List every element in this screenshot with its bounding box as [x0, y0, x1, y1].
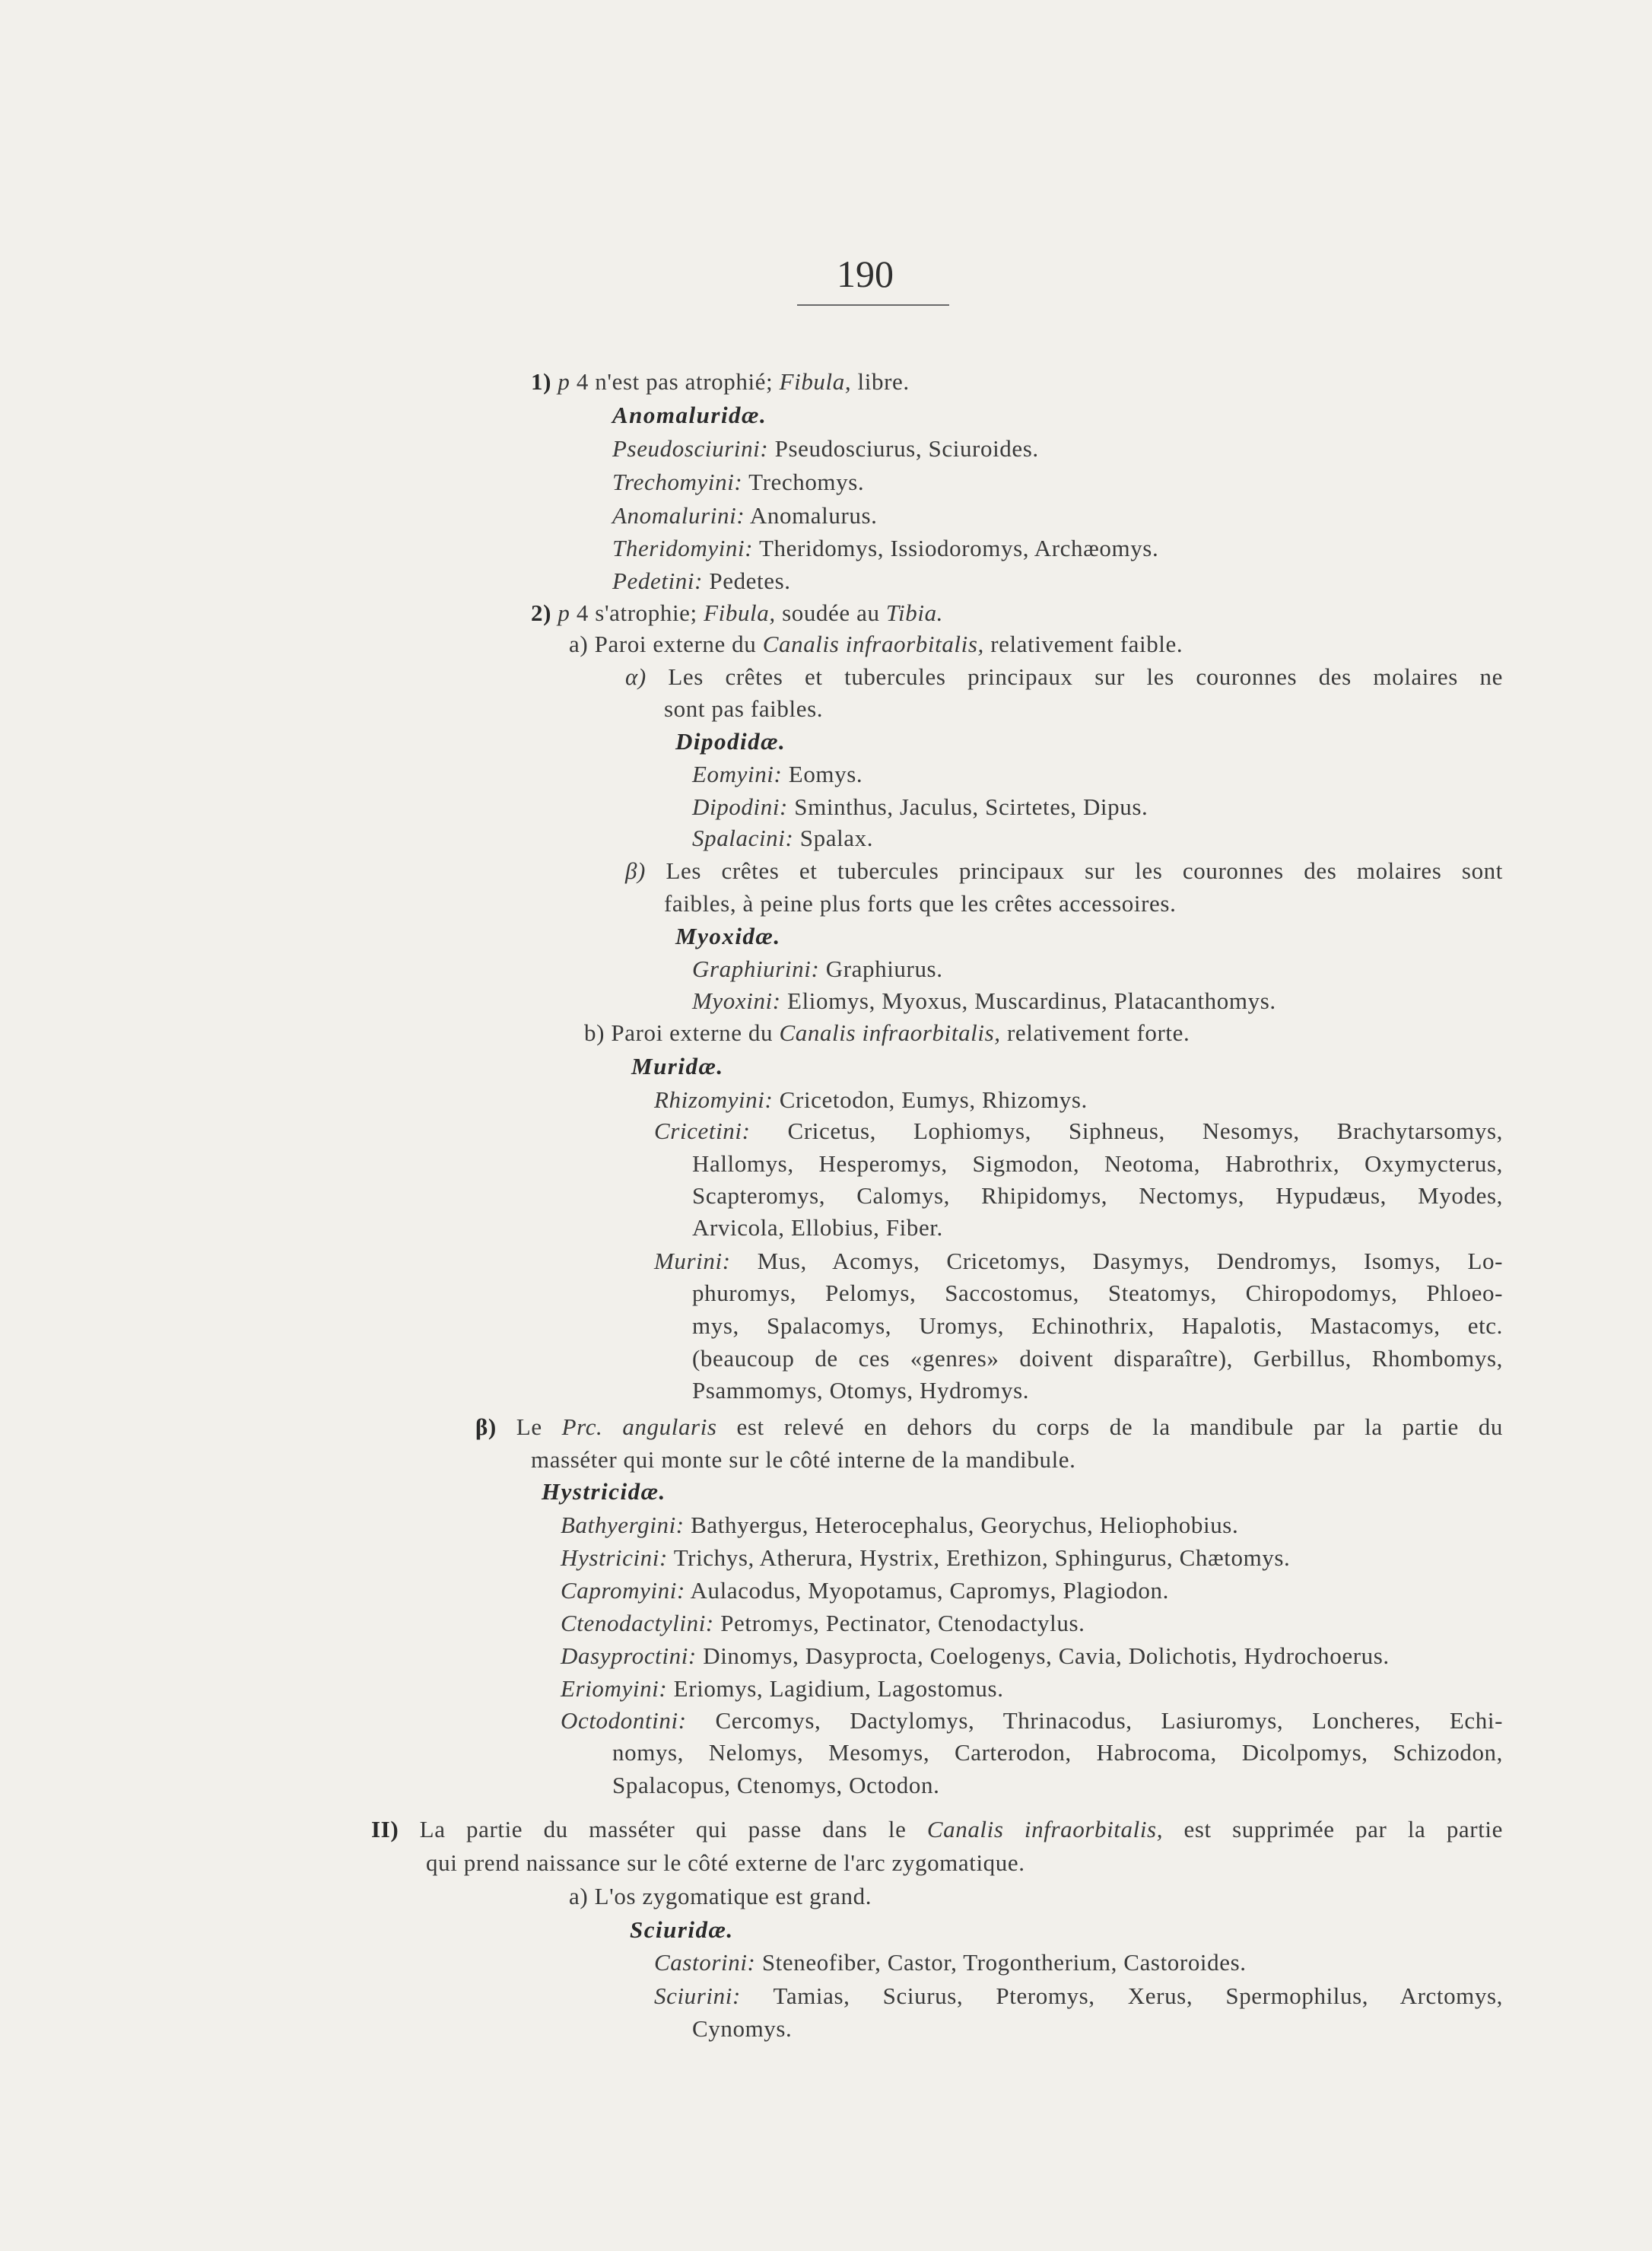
text-line [569, 628, 1183, 661]
text-run: Trechomys. [742, 469, 865, 495]
text-line [561, 1607, 1085, 1640]
text-line [426, 1846, 1025, 1880]
italic-term: Sciurini: [654, 1982, 741, 2009]
text-run: Mus, Acomys, Cricetomys, Dasymys, Dendromys, Isomys, Lo- [730, 1248, 1503, 1274]
italic-term: p [558, 599, 570, 626]
italic-term: Castorini: [654, 1949, 756, 1976]
family-heading [675, 920, 781, 953]
italic-term: Canalis infraorbitalis, [926, 1816, 1164, 1842]
text-line [692, 984, 1276, 1018]
text-line [531, 365, 910, 399]
text-line [664, 887, 1176, 920]
text-line [561, 1639, 1390, 1673]
family-name: Dipodidæ. [675, 728, 786, 755]
text-line [654, 1245, 1503, 1278]
text-line [561, 1672, 1004, 1706]
text-line [475, 1410, 1503, 1444]
text-line [625, 660, 1503, 694]
italic-term: β) [625, 857, 646, 884]
italic-term: Canalis infraorbitalis, [762, 631, 984, 657]
text-run: nomys, Nelomys, Mesomys, Carterodon, Habrocoma, Dicolpomys, Schizodon, [612, 1739, 1503, 1766]
text-run: Anomalurus. [745, 502, 878, 529]
italic-term: Tibia. [885, 599, 944, 626]
italic-term: Eomyini: [692, 761, 783, 787]
text-run: est supprimée par la partie [1163, 1816, 1503, 1842]
text-line [531, 596, 943, 630]
italic-term: α) [625, 663, 647, 690]
family-heading [630, 1913, 734, 1947]
text-run: Pseudosciurus, Sciuroides. [768, 435, 1039, 462]
italic-term: p [558, 368, 570, 395]
text-line [692, 758, 863, 791]
text-run: relativement forte. [1000, 1019, 1190, 1046]
text-run: sont pas faibles. [664, 695, 824, 722]
text-line [612, 1736, 1503, 1769]
text-run: Scapteromys, Calomys, Rhipidomys, Nectomys, Hypudæus, Myodes, [692, 1182, 1503, 1209]
text-line [692, 2012, 792, 2046]
text-run: relativement faible. [983, 631, 1183, 657]
text-run: Arvicola, Ellobius, Fiber. [692, 1214, 943, 1241]
text-run: Eomys. [782, 761, 863, 787]
text-run: qui prend naissance sur le côté externe de l'arc zygomatique. [426, 1849, 1025, 1876]
text-run: b) Paroi externe du [584, 1019, 780, 1046]
italic-term: Trechomyini: [612, 469, 743, 495]
family-name: Sciuridæ. [630, 1916, 734, 1943]
text-line [561, 1704, 1503, 1738]
section-number: 2) [531, 599, 552, 626]
italic-term: Cricetini: [654, 1118, 751, 1144]
text-run: Psammomys, Otomys, Hydromys. [692, 1377, 1030, 1404]
text-line [561, 1541, 1290, 1575]
text-run: Eliomys, Myoxus, Muscardinus, Platacanthomys. [780, 987, 1276, 1014]
text-run: (beaucoup de ces «genres» doivent disparaître), Gerbillus, Rhombomys, [692, 1345, 1503, 1372]
text-run: Hallomys, Hesperomys, Sigmodon, Neotoma, Habrothrix, Oxymycterus, [692, 1150, 1503, 1177]
text-line [612, 1769, 939, 1802]
italic-term: Graphiurini: [692, 955, 820, 982]
text-run: Eriomys, Lagidium, Lagostomus. [667, 1675, 1004, 1702]
text-run: Bathyergus, Heterocephalus, Georychus, Heliophobius. [684, 1512, 1239, 1538]
text-line [569, 1880, 872, 1913]
text-line [531, 1443, 1076, 1477]
text-line [692, 790, 1148, 824]
text-line [692, 1342, 1503, 1375]
italic-term: Dasyproctini: [561, 1642, 697, 1669]
text-run: Les crêtes et tubercules principaux sur les couronnes des molaires sont [645, 857, 1503, 884]
text-line [584, 1016, 1190, 1050]
text-run: Sminthus, Jaculus, Scirtetes, Dipus. [787, 793, 1148, 820]
text-run: 4 n'est pas atrophié; [570, 368, 780, 395]
italic-term: Spalacini: [692, 825, 794, 851]
text-line [654, 1114, 1503, 1148]
text-line [561, 1574, 1169, 1607]
text-run: Trichys, Atherura, Hystrix, Erethizon, Sphingurus, Chætomys. [667, 1544, 1291, 1571]
text-run: Theridomys, Issiodoromys, Archæomys. [753, 535, 1159, 561]
text-run: Dinomys, Dasyprocta, Coelogenys, Cavia, Dolichotis, Hydrochoerus. [696, 1642, 1390, 1669]
text-run: Spalax. [793, 825, 874, 851]
italic-term: Fibula, [779, 368, 852, 395]
text-run: mys, Spalacomys, Uromys, Echinothrix, Hapalotis, Mastacomys, etc. [692, 1312, 1503, 1339]
text-run: Petromys, Pectinator, Ctenodactylus. [713, 1610, 1085, 1636]
text-run: 4 s'atrophie; [570, 599, 704, 626]
page-number: 190 [837, 253, 894, 295]
text-line [612, 432, 1039, 466]
section-number: 1) [531, 368, 552, 395]
italic-term: Pseudosciurini: [612, 435, 769, 462]
italic-term: Rhizomyini: [654, 1086, 774, 1113]
text-run: Steneofiber, Castor, Trogontherium, Castoroides. [755, 1949, 1247, 1976]
italic-term: Hystricini: [561, 1544, 668, 1571]
text-run: Cricetodon, Eumys, Rhizomys. [773, 1086, 1088, 1113]
text-line [612, 466, 864, 499]
text-run: faibles, à peine plus forts que les crêtes accessoires. [664, 890, 1177, 917]
text-line [692, 1147, 1503, 1181]
text-line [561, 1509, 1238, 1542]
text-line [692, 1309, 1503, 1343]
italic-term: Theridomyini: [612, 535, 754, 561]
text-run: soudée au [775, 599, 886, 626]
section-number: II) [371, 1816, 399, 1842]
text-line [664, 692, 823, 726]
family-heading [631, 1050, 724, 1083]
text-line [612, 532, 1158, 565]
family-heading [612, 399, 767, 432]
italic-term: Anomalurini: [612, 502, 745, 529]
text-run: est relevé en dehors du corps de la mandibule par la partie du [716, 1413, 1503, 1440]
text-line [692, 1277, 1503, 1310]
text-run: masséter qui monte sur le côté interne de la mandibule. [531, 1446, 1076, 1473]
italic-term: Ctenodactylini: [561, 1610, 714, 1636]
text-run: Les crêtes et tubercules principaux sur les couronnes des molaires ne [646, 663, 1503, 690]
text-run: Cynomys. [692, 2015, 793, 2042]
family-heading [542, 1475, 666, 1509]
italic-term: Pedetini: [612, 568, 704, 594]
text-line [612, 564, 791, 598]
text-line [371, 1813, 1503, 1846]
italic-term: Myoxini: [692, 987, 781, 1014]
family-name: Muridæ. [631, 1053, 724, 1079]
text-run: Aulacodus, Myopotamus, Capromys, Plagiodon. [685, 1577, 1169, 1604]
section-number: β) [475, 1413, 497, 1440]
text-line [625, 854, 1503, 888]
text-run: Le [496, 1413, 562, 1440]
page-number-rule [797, 304, 949, 306]
family-heading [675, 725, 786, 758]
text-run: La partie du masséter qui passe dans le [399, 1816, 927, 1842]
text-run: Cricetus, Lophiomys, Siphneus, Nesomys, Brachytarsomys, [750, 1118, 1503, 1144]
text-line [692, 1179, 1503, 1213]
text-run: a) L'os zygomatique est grand. [569, 1883, 872, 1909]
family-name: Anomaluridæ. [612, 402, 767, 428]
italic-term: Fibula, [704, 599, 776, 626]
text-run: phuromys, Pelomys, Saccostomus, Steatomys, Chiropodomys, Phloeo- [692, 1280, 1503, 1306]
text-run: Spalacopus, Ctenomys, Octodon. [612, 1772, 940, 1798]
text-run: a) Paroi externe du [569, 631, 763, 657]
family-name: Myoxidæ. [675, 923, 781, 949]
text-line [654, 1979, 1503, 2013]
italic-term: Canalis infraorbitalis, [779, 1019, 1001, 1046]
italic-term: Murini: [654, 1248, 731, 1274]
italic-term: Octodontini: [561, 1707, 687, 1734]
text-line [692, 952, 943, 986]
italic-term: Eriomyini: [561, 1675, 668, 1702]
text-run: Cercomys, Dactylomys, Thrinacodus, Lasiuromys, Loncheres, Echi- [686, 1707, 1503, 1734]
italic-term: Capromyini: [561, 1577, 685, 1604]
text-run: Pedetes. [703, 568, 791, 594]
text-run: libre. [851, 368, 910, 395]
text-line [692, 822, 873, 855]
italic-term: Prc. angularis [561, 1413, 717, 1440]
text-line [612, 499, 878, 533]
text-line [654, 1946, 1247, 1979]
text-line [692, 1374, 1029, 1407]
italic-term: Dipodini: [692, 793, 788, 820]
text-run: Tamias, Sciurus, Pteromys, Xerus, Spermophilus, Arctomys, [740, 1982, 1503, 2009]
text-line [654, 1083, 1088, 1117]
text-run: Graphiurus. [819, 955, 943, 982]
italic-term: Bathyergini: [561, 1512, 685, 1538]
family-name: Hystricidæ. [542, 1478, 666, 1505]
text-line [692, 1211, 943, 1245]
